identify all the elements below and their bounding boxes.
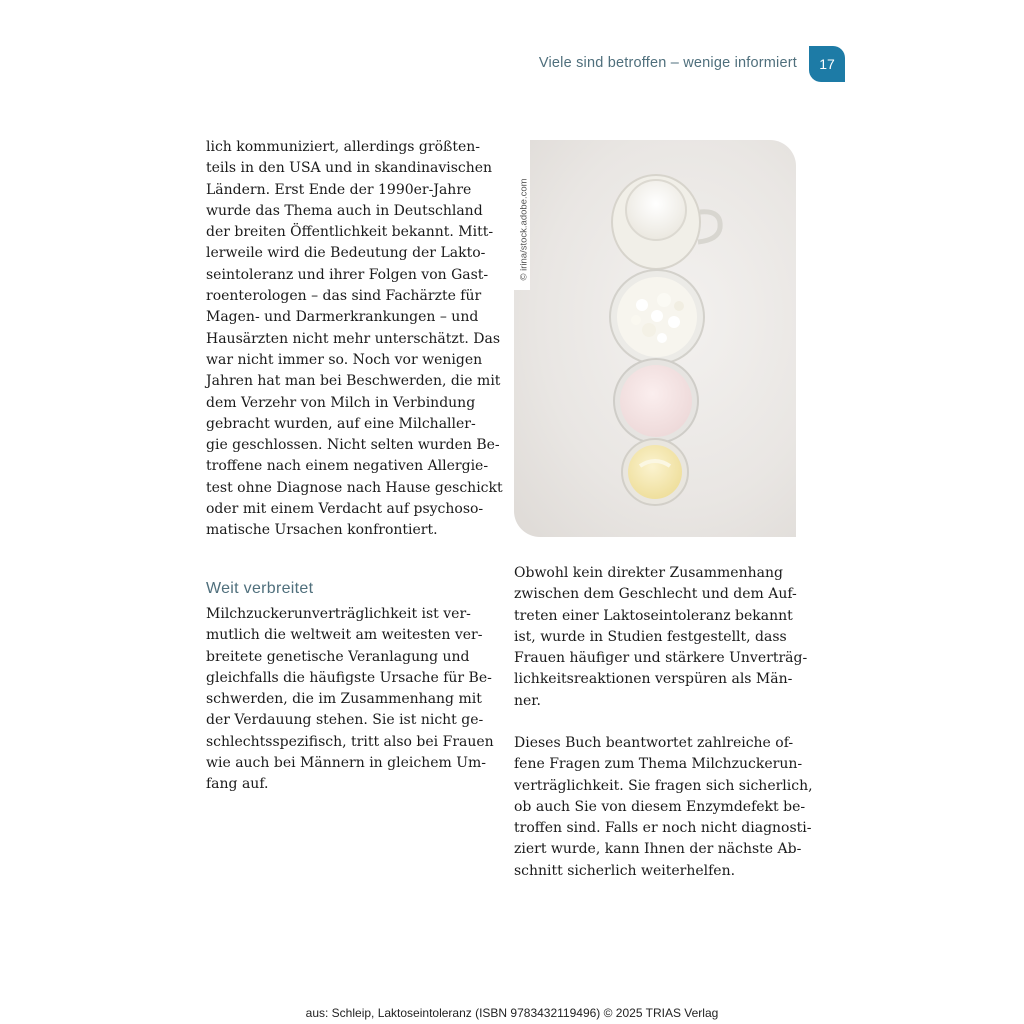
text-line: troffen sind. Falls er noch nicht diagnosti-: [514, 820, 812, 837]
text-line: gleichfalls die häufigste Ursache für Be-: [206, 669, 492, 686]
text-line: mutlich die weltweit am weitesten ver-: [206, 627, 483, 644]
text-line: Ländern. Erst Ende der 1990er-Jahre: [206, 181, 472, 198]
text-line: wurde das Thema auch in Deutschland: [206, 202, 483, 219]
text-line: war nicht immer so. Noch vor wenigen: [206, 351, 483, 368]
right-column-paragraph-1: [514, 563, 808, 712]
text-line: schlechtsspezifisch, tritt also bei Frauen: [206, 733, 494, 750]
paragraph: [206, 137, 503, 542]
right-column-paragraph-2: [514, 733, 813, 882]
text-line: lichkeitsreaktionen verspüren als Män-: [514, 671, 793, 688]
text-line: verträglichkeit. Sie fragen sich sicherlich,: [514, 777, 813, 794]
left-column-paragraph-2: [206, 604, 494, 796]
text-line: matische Ursachen konfrontiert.: [206, 522, 438, 539]
text-line: fang auf.: [206, 776, 269, 793]
running-header: [500, 46, 845, 82]
photo-credit-text: © irina/stock.adobe.com: [518, 178, 530, 281]
text-line: Hausärzten nicht mehr unterschätzt. Das: [206, 330, 501, 347]
text-line: der breiten Öffentlichkeit bekannt. Mitt-: [206, 224, 494, 241]
text-line: wie auch bei Männern in gleichem Um-: [206, 755, 487, 772]
text-line: troffene nach einem negativen Allergie-: [206, 458, 489, 475]
text-line: fene Fragen zum Thema Milchzuckerun-: [514, 756, 803, 773]
text-line: der Verdauung stehen. Sie ist nicht ge-: [206, 712, 484, 729]
milk-jug: [612, 175, 720, 269]
photo-credit: [514, 140, 530, 290]
page-footer: aus: Schleip, Laktoseintoleranz (ISBN 9783432119496) © 2025 TRIAS Verlag: [305, 1006, 719, 1020]
text-line: lich kommuniziert, allerdings größten-: [206, 139, 481, 155]
text-line: Jahren hat man bei Beschwerden, die mit: [206, 373, 501, 390]
dairy-products-photo: [514, 140, 796, 537]
text-line: ob auch Sie von diesem Enzymdefekt be-: [514, 798, 806, 815]
text-line: ner.: [514, 692, 541, 709]
text-line: teils in den USA und in skandinavischen: [206, 160, 493, 177]
section-subheading: Weit verbreitet: [206, 580, 314, 597]
yogurt-bowl: [614, 359, 698, 443]
text-line: schnitt sicherlich weiterhelfen.: [514, 862, 736, 879]
header-title: Viele sind betroffen – wenige informiert: [538, 55, 797, 71]
paragraph: [206, 604, 494, 796]
text-line: Magen- und Darmerkrankungen – und: [206, 309, 479, 326]
text-line: test ohne Diagnose nach Hause geschickt: [206, 479, 503, 496]
text-line: roenterologen – das sind Fachärzte für: [206, 288, 482, 305]
text-line: Milchzuckerunverträglichkeit ist ver-: [206, 606, 471, 622]
text-line: schwerden, die im Zusammenhang mit: [206, 691, 482, 708]
text-line: dem Verzehr von Milch in Verbindung: [206, 394, 476, 411]
paragraph: [514, 733, 813, 882]
text-line: breitete genetische Veranlagung und: [206, 648, 470, 665]
left-column-paragraph-1: [206, 137, 503, 542]
text-line: zwischen dem Geschlecht und dem Auf-: [514, 586, 797, 603]
text-line: Frauen häufiger und stärkere Unverträg-: [514, 650, 808, 667]
page-number-badge: 17: [809, 46, 845, 82]
text-line: Dieses Buch beantwortet zahlreiche of-: [514, 735, 794, 751]
text-line: lerweile wird die Bedeutung der Lakto-: [206, 245, 486, 262]
text-line: ziert wurde, kann Ihnen der nächste Ab-: [514, 841, 802, 858]
cottage-cheese-bowl: [610, 270, 704, 364]
dairy-illustration: [514, 140, 796, 537]
text-line: ist, wurde in Studien festgestellt, dass: [514, 628, 787, 645]
text-line: Obwohl kein direkter Zusammenhang: [514, 565, 783, 581]
text-line: treten einer Laktoseintoleranz bekannt: [514, 607, 793, 624]
text-line: gie geschlossen. Nicht selten wurden Be-: [206, 437, 500, 454]
text-line: gebracht wurden, auf eine Milchaller-: [206, 415, 476, 432]
text-line: seintoleranz und ihrer Folgen von Gast-: [206, 266, 489, 283]
paragraph: [514, 563, 808, 712]
text-line: oder mit einem Verdacht auf psychoso-: [206, 501, 484, 518]
butter-bowl: [622, 439, 688, 505]
